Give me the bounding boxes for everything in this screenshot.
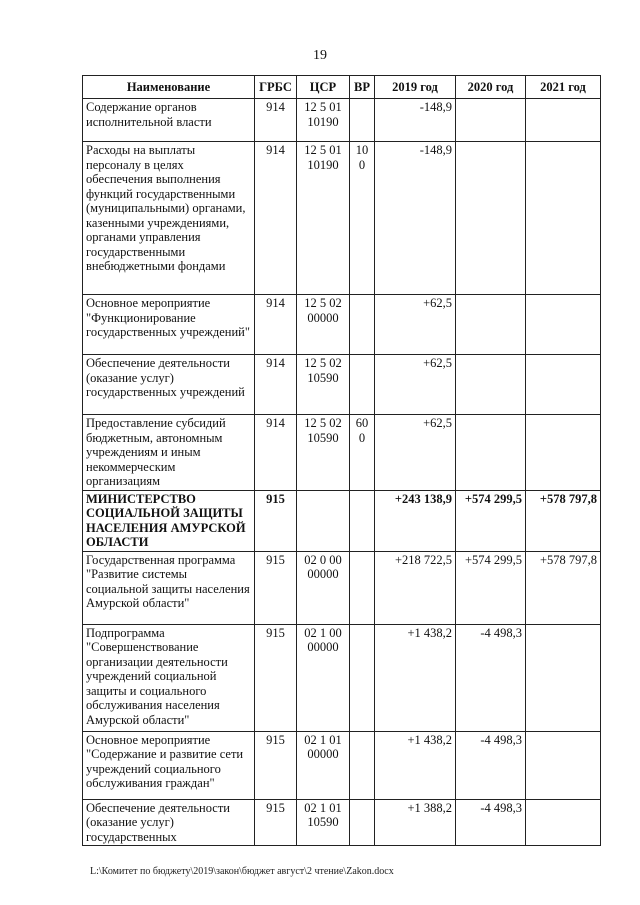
cell-2020: -4 498,3: [456, 731, 526, 799]
cell-2021: [526, 295, 601, 355]
cell-grbs: 915: [255, 490, 297, 551]
footer-file-path: L:\Комитет по бюджету\2019\закон\бюджет август\2 чтение\Zakon.docx: [90, 866, 394, 877]
cell-2020: [456, 355, 526, 415]
cell-2019: +218 722,5: [375, 551, 456, 624]
cell-csr: [297, 490, 350, 551]
cell-2021: [526, 624, 601, 731]
table-row: [83, 731, 601, 799]
cell-vr: [350, 624, 375, 731]
table-row: [83, 490, 601, 551]
cell-2020: -4 498,3: [456, 624, 526, 731]
cell-2020: -4 498,3: [456, 799, 526, 846]
cell-csr: 12 5 01 10190: [297, 142, 350, 295]
cell-2021: [526, 99, 601, 142]
table-row: [83, 142, 601, 295]
cell-name: Основное мероприятие "Функционирование государственных учреждений": [83, 295, 255, 355]
table-row: [83, 99, 601, 142]
cell-vr: [350, 731, 375, 799]
cell-vr: [350, 551, 375, 624]
cell-2019: -148,9: [375, 99, 456, 142]
cell-name: Государственная программа "Развитие системы социальной защиты населения Амурской области": [83, 551, 255, 624]
cell-csr: 02 0 00 00000: [297, 551, 350, 624]
header-name: Наименование: [83, 76, 255, 99]
cell-2019: +62,5: [375, 415, 456, 491]
cell-vr: 100: [350, 142, 375, 295]
cell-csr: 12 5 01 10190: [297, 99, 350, 142]
header-grbs: ГРБС: [255, 76, 297, 99]
cell-grbs: 914: [255, 415, 297, 491]
cell-2021: [526, 142, 601, 295]
table-row: [83, 415, 601, 491]
cell-name: Расходы на выплаты персоналу в целях обеспечения выполнения функций государственными (муниципальными) органами, казенными учреждениями, органами управления государственными внебюджетными фондами: [83, 142, 255, 295]
cell-csr: 02 1 00 00000: [297, 624, 350, 731]
cell-2021: +578 797,8: [526, 551, 601, 624]
cell-2020: [456, 415, 526, 491]
table-row: [83, 551, 601, 624]
cell-name: Содержание органов исполнительной власти: [83, 99, 255, 142]
cell-2019: +243 138,9: [375, 490, 456, 551]
cell-2020: +574 299,5: [456, 490, 526, 551]
cell-csr: 02 1 01 00000: [297, 731, 350, 799]
cell-name: Обеспечение деятельности (оказание услуг) государственных: [83, 799, 255, 846]
cell-2020: [456, 99, 526, 142]
cell-2019: +1 438,2: [375, 624, 456, 731]
cell-csr: 02 1 01 10590: [297, 799, 350, 846]
header-2021: 2021 год: [526, 76, 601, 99]
cell-2020: +574 299,5: [456, 551, 526, 624]
table-row: [83, 799, 601, 846]
table-row: [83, 624, 601, 731]
cell-vr: [350, 799, 375, 846]
cell-2021: [526, 731, 601, 799]
cell-vr: [350, 355, 375, 415]
cell-2019: +62,5: [375, 295, 456, 355]
cell-vr: [350, 490, 375, 551]
budget-table: [82, 75, 601, 846]
cell-csr: 12 5 02 10590: [297, 355, 350, 415]
header-2020: 2020 год: [456, 76, 526, 99]
cell-vr: 600: [350, 415, 375, 491]
cell-grbs: 914: [255, 99, 297, 142]
cell-grbs: 914: [255, 142, 297, 295]
cell-2019: +62,5: [375, 355, 456, 415]
cell-grbs: 915: [255, 551, 297, 624]
cell-grbs: 915: [255, 624, 297, 731]
cell-2021: [526, 799, 601, 846]
cell-2021: [526, 415, 601, 491]
cell-grbs: 914: [255, 295, 297, 355]
cell-grbs: 914: [255, 355, 297, 415]
cell-2020: [456, 295, 526, 355]
cell-grbs: 915: [255, 799, 297, 846]
cell-name: Предоставление субсидий бюджетным, автономным учреждениям и иным некоммерческим организациям: [83, 415, 255, 491]
cell-vr: [350, 99, 375, 142]
table-row: [83, 355, 601, 415]
cell-grbs: 915: [255, 731, 297, 799]
cell-name: Основное мероприятие "Содержание и развитие сети учреждений социального обслуживания граждан": [83, 731, 255, 799]
table-row: [83, 295, 601, 355]
cell-name: Подпрограмма "Совершенствование организации деятельности учреждений социальной защиты и социального обслуживания населения Амурской области": [83, 624, 255, 731]
cell-2019: -148,9: [375, 142, 456, 295]
cell-2021: +578 797,8: [526, 490, 601, 551]
cell-csr: 12 5 02 10590: [297, 415, 350, 491]
cell-2021: [526, 355, 601, 415]
cell-2019: +1 388,2: [375, 799, 456, 846]
cell-2019: +1 438,2: [375, 731, 456, 799]
cell-csr: 12 5 02 00000: [297, 295, 350, 355]
table-header-row: [83, 76, 601, 99]
cell-vr: [350, 295, 375, 355]
page-number: 19: [313, 48, 327, 63]
header-vr: ВР: [350, 76, 375, 99]
cell-name: МИНИСТЕРСТВО СОЦИАЛЬНОЙ ЗАЩИТЫ НАСЕЛЕНИЯ АМУРСКОЙ ОБЛАСТИ: [83, 490, 255, 551]
header-2019: 2019 год: [375, 76, 456, 99]
header-csr: ЦСР: [297, 76, 350, 99]
cell-2020: [456, 142, 526, 295]
cell-name: Обеспечение деятельности (оказание услуг) государственных учреждений: [83, 355, 255, 415]
